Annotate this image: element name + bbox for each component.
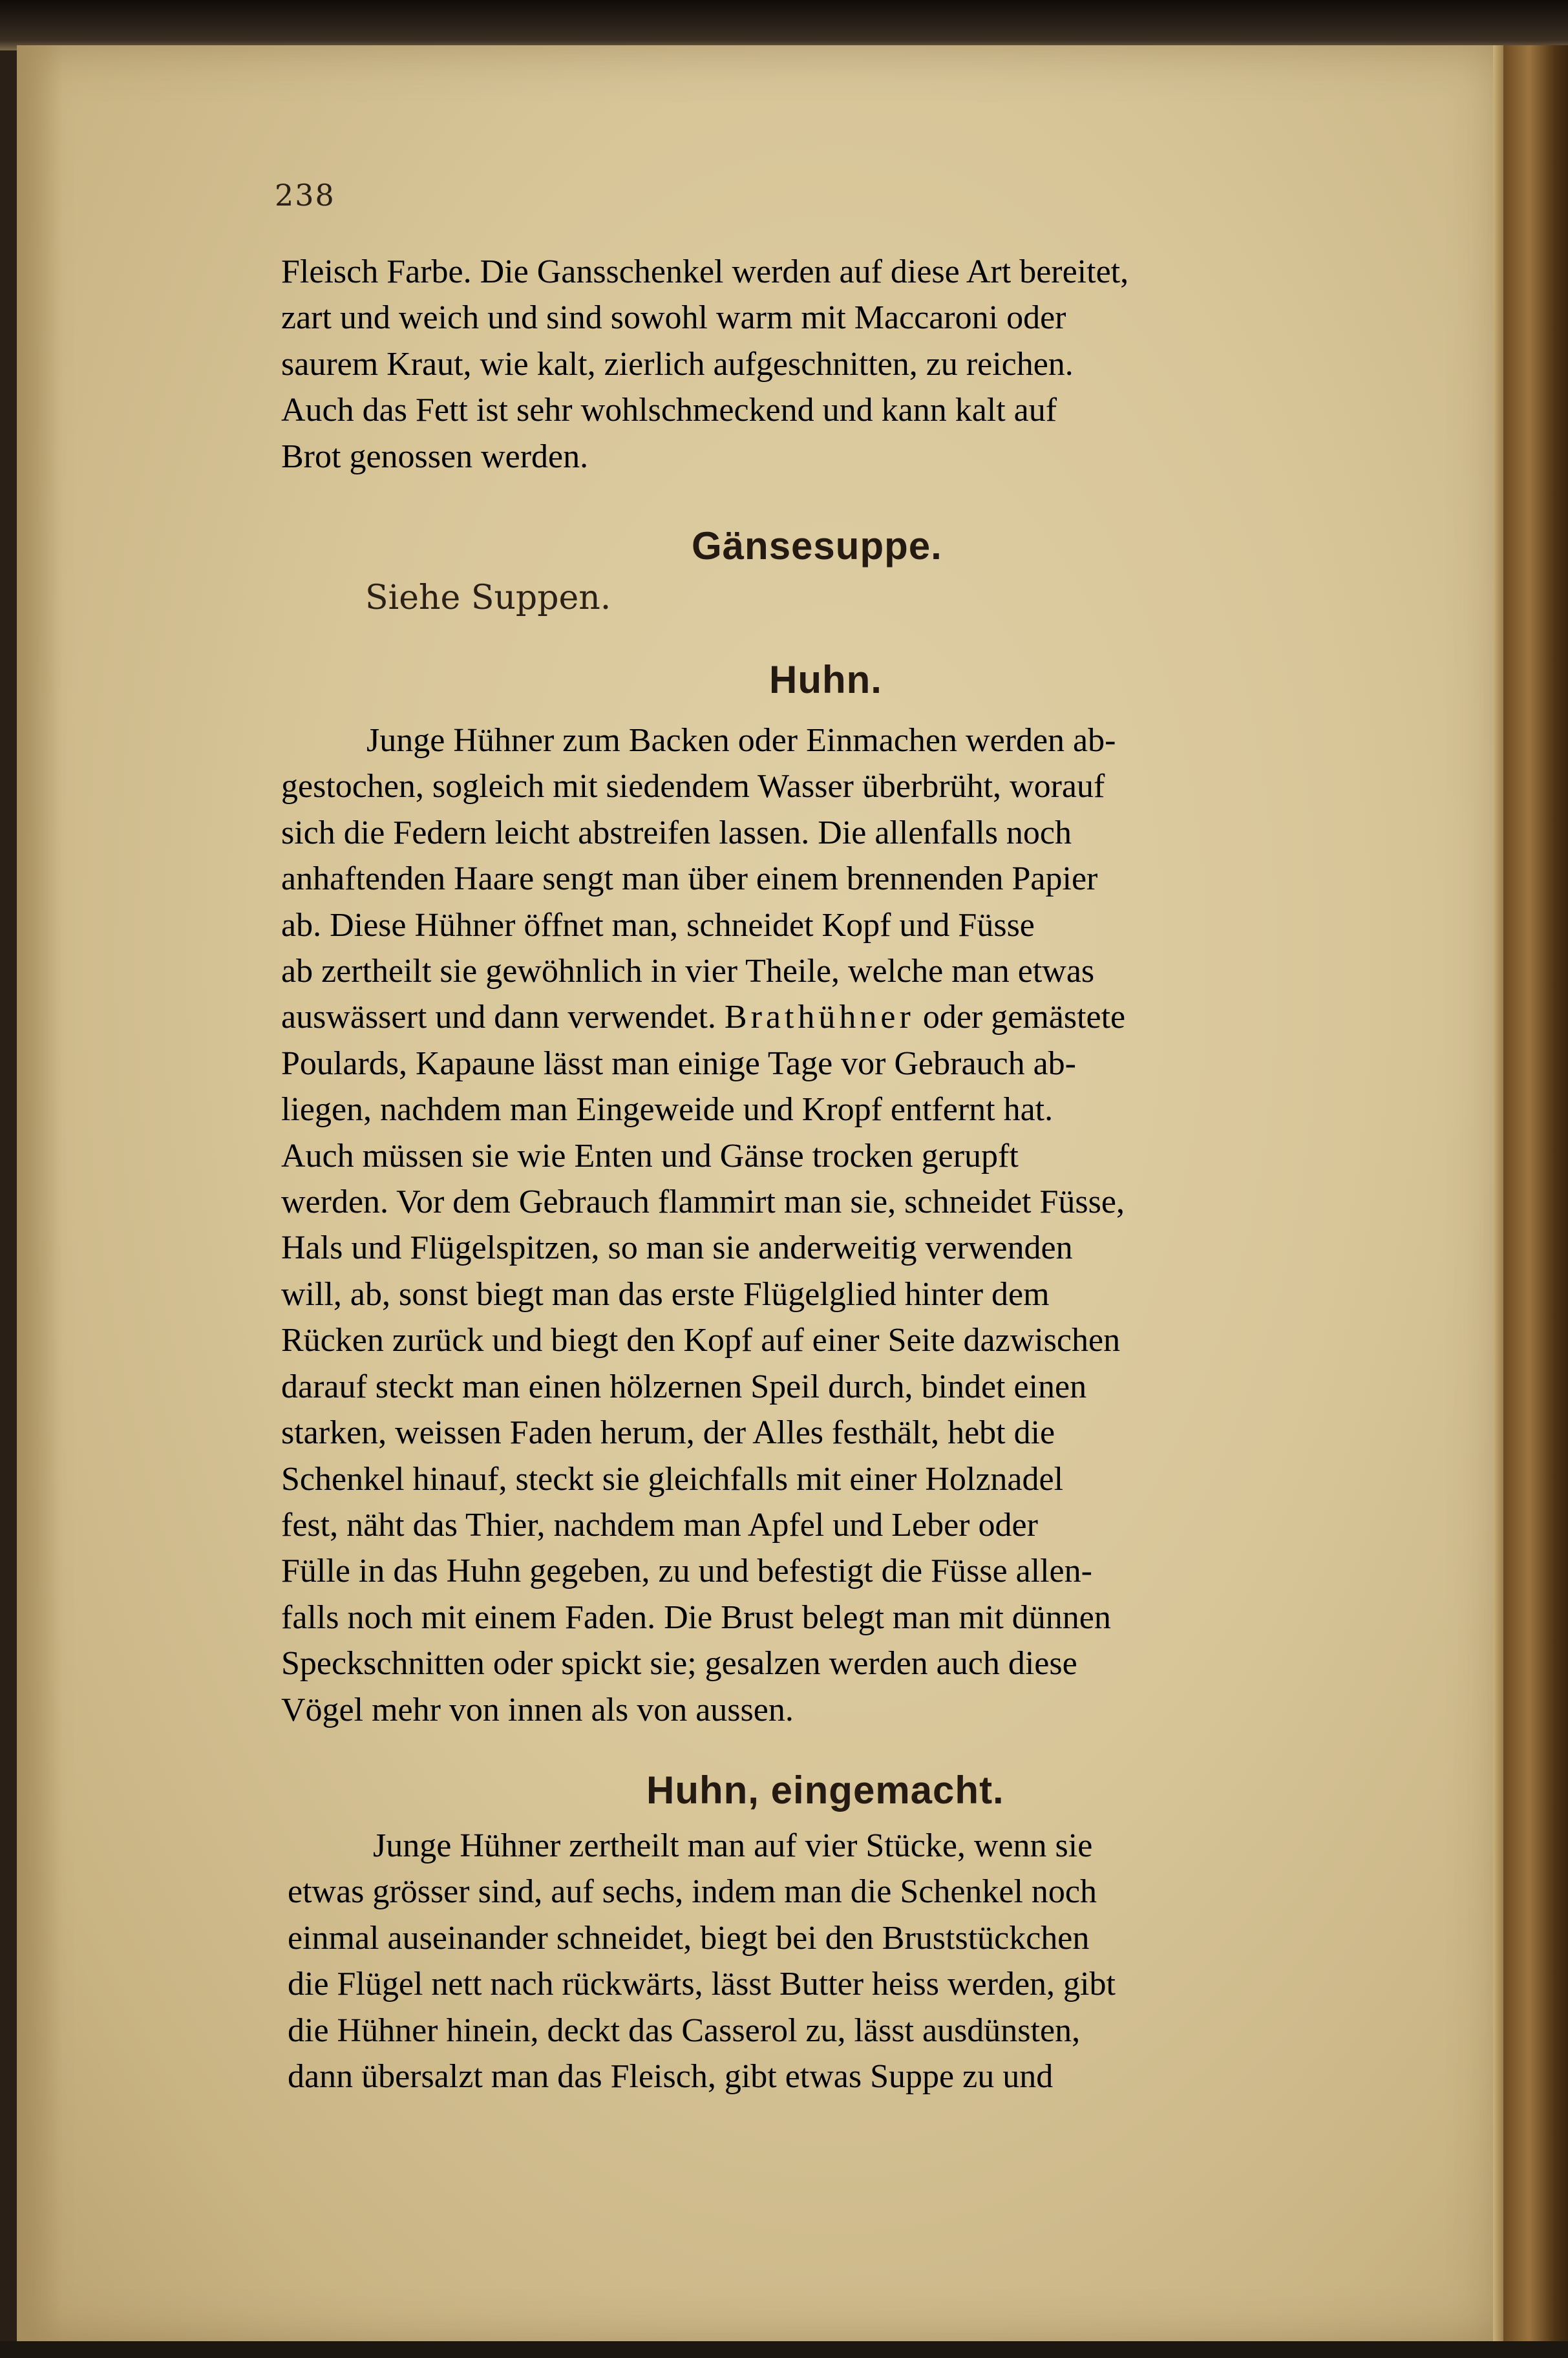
paragraph-line: Rücken zurück und biegt den Kopf auf einer Seite dazwischen (281, 1322, 1121, 1359)
paragraph-line: ab zertheilt sie gewöhnlich in vier Theile, welche man etwas (281, 953, 1095, 990)
scan-top-border (0, 0, 1568, 50)
paragraph-line: anhaftenden Haare sengt man über einem brennenden Papier (281, 860, 1098, 898)
paragraph-line: Auch müssen sie wie Enten und Gänse trocken gerupft (281, 1137, 1019, 1174)
book-spine (1503, 45, 1568, 2346)
huhn-eingemacht-paragraph (288, 1823, 1386, 2099)
cross-reference-text: Siehe Suppen. (365, 579, 611, 617)
paragraph-line: liegen, nachdem man Eingeweide und Kropf entfernt hat. (281, 1091, 1054, 1129)
paragraph-line: saurem Kraut, wie kalt, zierlich aufgeschnitten, zu reichen. (281, 345, 1074, 383)
paragraph-line: will, ab, sonst biegt man das erste Flügelglied hinter dem (281, 1275, 1050, 1313)
paragraph-line: Poulards, Kapaune lässt man einige Tage vor Gebrauch ab- (281, 1045, 1076, 1082)
paragraph-line: Vögel mehr von innen als von aussen. (281, 1691, 794, 1728)
paragraph-line: Brot genossen werden. (281, 438, 589, 475)
paragraph-line: Junge Hühner zum Backen oder Einmachen werden ab- (366, 722, 1116, 759)
paragraph-line: sich die Federn leicht abstreifen lassen. Die allenfalls noch (281, 814, 1072, 851)
paragraph-line: zart und weich und sind sowohl warm mit Maccaroni oder (281, 299, 1066, 337)
paragraph-line: gestochen, sogleich mit siedendem Wasser überbrüht, worauf (281, 768, 1105, 805)
paragraph-line: Speckschnitten oder spickt sie; gesalzen werden auch diese (281, 1645, 1077, 1683)
paragraph-line: werden. Vor dem Gebrauch flammirt man sie, schneidet Füsse, (281, 1184, 1125, 1221)
paragraph-line: Hals und Flügelspitzen, so man sie anderweitig verwenden (281, 1229, 1073, 1267)
paragraph-line (281, 994, 1386, 1040)
paragraph-line: dann übersalzt man das Fleisch, gibt etwas Suppe zu und (288, 2058, 1054, 2096)
paragraph-line: ab. Diese Hühner öffnet man, schneidet Kopf und Füsse (281, 906, 1035, 944)
heading-gaensesuppe: Gänsesuppe. (692, 524, 942, 568)
paragraph-line: darauf steckt man einen hölzernen Speil durch, bindet einen (281, 1368, 1087, 1405)
paragraph-line: Fleisch Farbe. Die Gansschenkel werden auf diese Art bereitet, (281, 253, 1129, 290)
paragraph-line: falls noch mit einem Faden. Die Brust belegt man mit dünnen (281, 1599, 1111, 1636)
paragraph-line: die Hühner hinein, deckt das Casserol zu, lässt ausdünsten, (288, 2012, 1081, 2049)
paragraph-line: Junge Hühner zertheilt man auf vier Stücke, wenn sie (373, 1827, 1093, 1864)
continued-paragraph (281, 249, 1386, 480)
paragraph-line: Auch das Fett ist sehr wohlschmeckend und kann kalt auf (281, 392, 1057, 429)
line-text: oder gemästete (922, 999, 1126, 1036)
heading-huhn: Huhn. (769, 658, 882, 701)
heading-huhn-eingemacht: Huhn, eingemacht. (646, 1769, 1004, 1812)
paragraph-line: Fülle in das Huhn gegeben, zu und befestigt die Füsse allen- (281, 1553, 1092, 1590)
paragraph-line: die Flügel nett nach rückwärts, lässt Butter heiss werden, gibt (288, 1966, 1116, 2003)
paragraph-line: Schenkel hinauf, steckt sie gleichfalls mit einer Holznadel (281, 1460, 1064, 1498)
line-text: auswässert und dann verwendet. (281, 999, 716, 1036)
page-edge-shadow (17, 45, 62, 2346)
huhn-paragraph (281, 717, 1386, 1733)
paragraph-line: etwas grösser sind, auf sechs, indem man die Schenkel noch (288, 1873, 1097, 1911)
scan-bottom-border (0, 2341, 1568, 2358)
emphasized-term: Brathühner (724, 999, 915, 1036)
paragraph-line: fest, näht das Thier, nachdem man Apfel und Leber oder (281, 1506, 1038, 1544)
paragraph-line: einmal auseinander schneidet, biegt bei den Bruststückchen (288, 1919, 1090, 1957)
paragraph-line: starken, weissen Faden herum, der Alles festhält, hebt die (281, 1414, 1055, 1452)
page-number: 238 (275, 178, 335, 213)
